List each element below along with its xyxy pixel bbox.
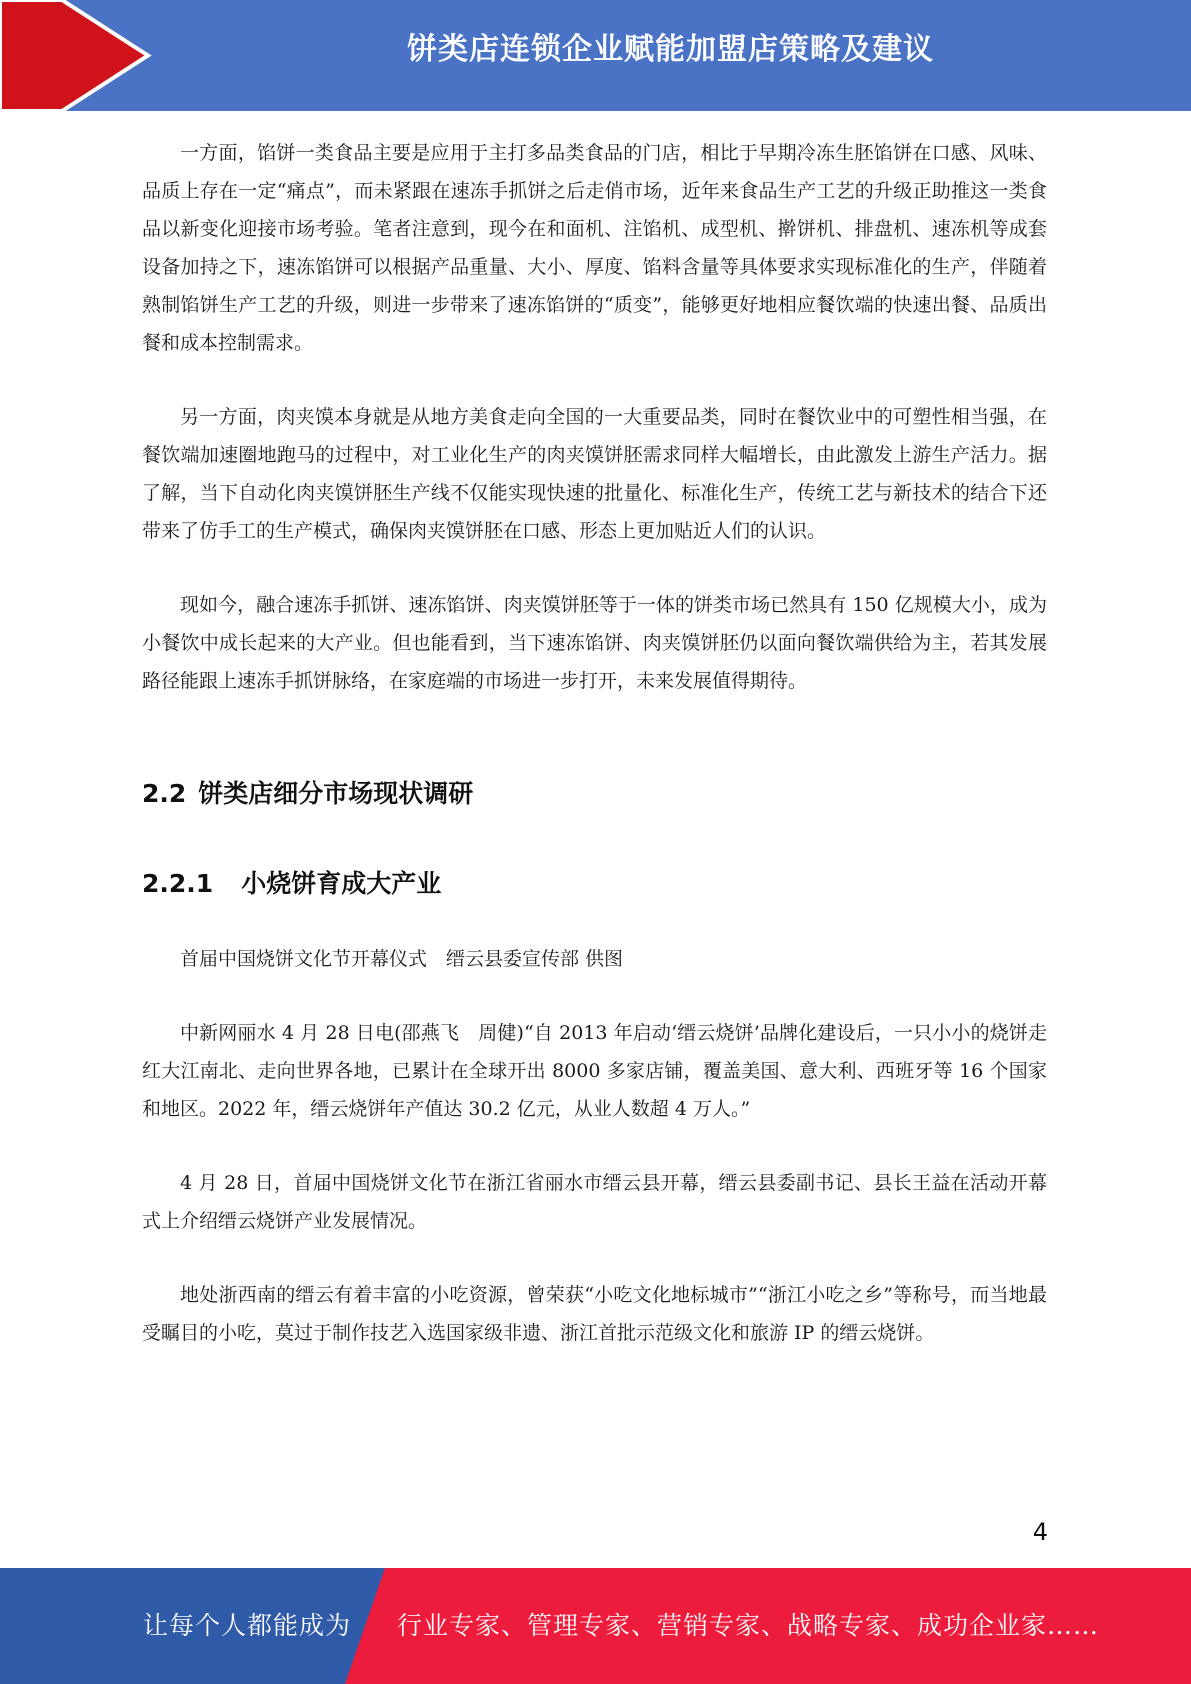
body-paragraph: 4 月 28 日，首届中国烧饼文化节在浙江省丽水市缙云县开幕，缙云县委副书记、县长王益在活动开幕式上介绍缙云烧饼产业发展情况。: [142, 1172, 1047, 1232]
section-number: 2.2: [142, 779, 187, 808]
body-paragraph: 中新网丽水 4 月 28 日电(邵燕飞 周健)“自 2013 年启动‘缙云烧饼’品牌化建设后，一只小小的烧饼走红大江南北、走向世界各地，已累计在全球开出 8000 多家店铺，覆盖美国、意大利、西班牙等 16 个国家和地区。2022 年，缙云烧饼年产值达 30.2 亿元，从业人数超 4 万人。”: [142, 1022, 1047, 1120]
footer-slogan-roles: 行业专家、管理专家、营销专家、战略专家、成功企业家……: [397, 1611, 1100, 1640]
subsection-number: 2.2.1: [142, 869, 214, 898]
footer-slogan-lead: 让每个人都能成为: [143, 1611, 352, 1640]
photo-caption: 首届中国烧饼文化节开幕仪式 缙云县委宣传部 供图: [180, 948, 624, 970]
subsection-title: 小烧饼育成大产业: [241, 869, 442, 898]
page-content: [142, 134, 1047, 1352]
subsection-heading: [142, 864, 1047, 904]
page-header: [0, 0, 1191, 111]
body-paragraph: 地处浙西南的缙云有着丰富的小吃资源，曾荣获“小吃文化地标城市”“浙江小吃之乡”等称号，而当地最受瞩目的小吃，莫过于制作技艺入选国家级非遗、浙江首批示范级文化和旅游 IP 的缙云烧饼。: [142, 1284, 1047, 1344]
body-paragraph: 现如今，融合速冻手抓饼、速冻馅饼、肉夹馍饼胚等于一体的饼类市场已然具有 150 亿规模大小，成为小餐饮中成长起来的大产业。但也能看到，当下速冻馅饼、肉夹馍饼胚仍以面向餐饮端供给为主，若其发展路径能跟上速冻手抓饼脉络，在家庭端的市场进一步打开，未来发展值得期待。: [142, 594, 1047, 692]
body-paragraph: 一方面，馅饼一类食品主要是应用于主打多品类食品的门店，相比于早期冷冻生胚馅饼在口感、风味、品质上存在一定“痛点”，而未紧跟在速冻手抓饼之后走俏市场，近年来食品生产工艺的升级正助推这一类食品以新变化迎接市场考验。笔者注意到，现今在和面机、注馅机、成型机、擀饼机、排盘机、速冻机等成套设备加持之下，速冻馅饼可以根据产品重量、大小、厚度、馅料含量等具体要求实现标准化的生产，伴随着熟制馅饼生产工艺的升级，则进一步带来了速冻馅饼的“质变”，能够更好地相应餐饮端的快速出餐、品质出餐和成本控制需求。: [142, 142, 1047, 354]
section-title: 饼类店细分市场现状调研: [198, 779, 474, 808]
section-heading: [142, 774, 1047, 814]
page-number: 4: [1032, 1518, 1048, 1546]
body-paragraph: 另一方面，肉夹馍本身就是从地方美食走向全国的一大重要品类，同时在餐饮业中的可塑性相当强，在餐饮端加速圈地跑马的过程中，对工业化生产的肉夹馍饼胚需求同样大幅增长，由此激发上游生产活力。据了解，当下自动化肉夹馍饼胚生产线不仅能实现快速的批量化、标准化生产，传统工艺与新技术的结合下还带来了仿手工的生产模式，确保肉夹馍饼胚在口感、形态上更加贴近人们的认识。: [142, 406, 1047, 542]
document-title: 饼类店连锁企业赋能加盟店策略及建议: [407, 32, 934, 67]
page-footer: [0, 1568, 1191, 1684]
